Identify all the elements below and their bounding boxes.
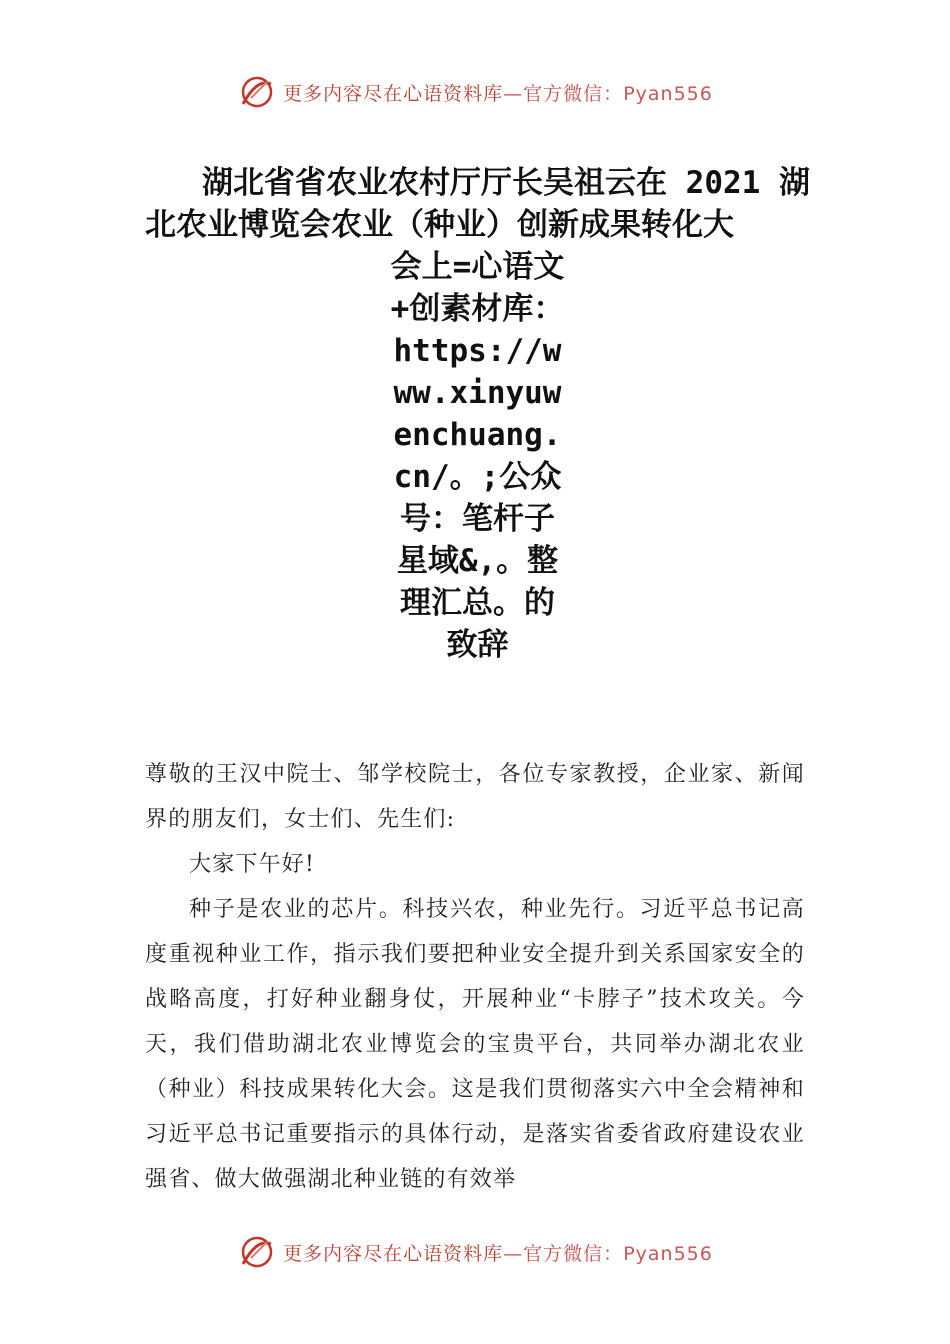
title-line-1: 湖北省省农业农村厅厅长吴祖云在 2021 湖	[202, 165, 810, 201]
title-line-2: 北农业博览会农业（种业）创新成果转化大	[145, 207, 734, 243]
body-paragraph: 种子是农业的芯片。科技兴农，种业先行。习近平总书记高度重视种业工作，指示我们要把种业安全提升到关系国家安全的战略高度，打好种业翻身仗，开展种业“卡脖子”技术攻关。今天，我们借助湖北农业博览会的宝贵平台，共同举办湖北农业（种业）科技成果转化大会。这是我们贯彻落实六中全会精神和习近平总书记重要指示的具体行动，是落实省委省政府建设农业强省、做大做强湖北种业链的有效举	[145, 897, 805, 1192]
brand-logo-icon	[237, 1234, 277, 1270]
greeting-paragraph: 大家下午好!	[189, 852, 316, 877]
header-watermark	[0, 72, 950, 112]
title-line-rest: 会上=心语文+创素材库：https://www.xinyuwenchuang.cn/。;公众号：笔杆子星域&,。整理汇总。的致辞	[390, 249, 565, 663]
watermark-text: 更多内容尽在心语资料库—官方微信：Pyan556	[283, 82, 713, 105]
salutation-paragraph: 尊敬的王汉中院士、邹学校院士，各位专家教授，企业家、新闻界的朋友们，女士们、先生们:	[145, 762, 805, 832]
footer-watermark	[0, 1232, 950, 1272]
brand-logo-icon	[237, 74, 277, 110]
document-title	[145, 162, 810, 666]
watermark-text: 更多内容尽在心语资料库—官方微信：Pyan556	[283, 1242, 713, 1265]
document-body	[145, 752, 805, 1202]
